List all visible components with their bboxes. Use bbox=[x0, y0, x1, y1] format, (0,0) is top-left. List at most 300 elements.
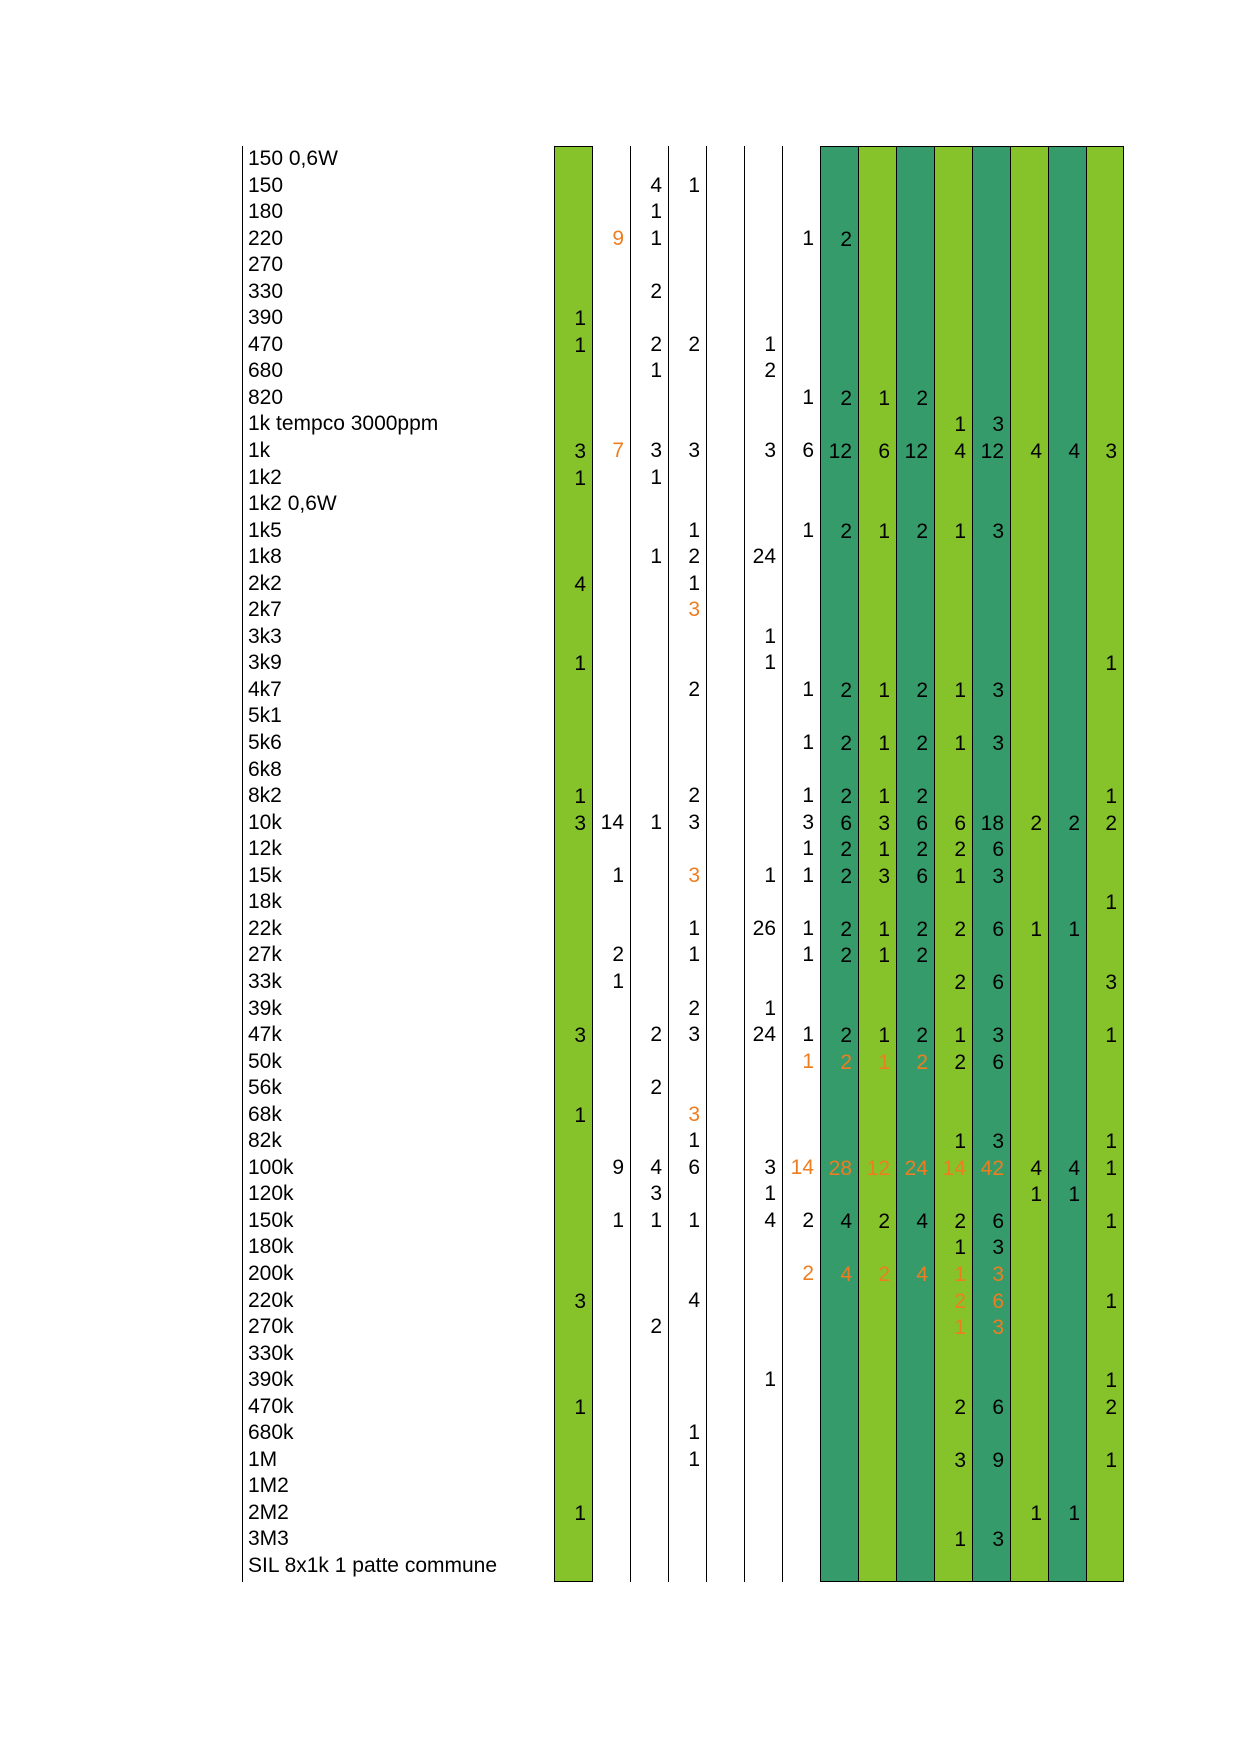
value-cell bbox=[1087, 1235, 1123, 1262]
value-cell bbox=[555, 704, 592, 731]
value-cell: 1 bbox=[954, 519, 966, 543]
value-cell bbox=[555, 227, 592, 254]
value-cell bbox=[745, 518, 782, 545]
value-cell bbox=[897, 1235, 934, 1262]
value-cell bbox=[935, 1076, 972, 1103]
value-cell bbox=[1087, 1474, 1123, 1501]
value-cell bbox=[593, 1500, 630, 1527]
value-cell bbox=[821, 1554, 858, 1581]
value-cell: 24 bbox=[752, 545, 776, 569]
value-cell: 1 bbox=[650, 810, 662, 834]
value-cell bbox=[1011, 1554, 1048, 1581]
value-cell bbox=[1049, 174, 1086, 201]
value-cell bbox=[707, 996, 744, 1023]
column-c1 bbox=[554, 146, 592, 1582]
value-cell: 1 bbox=[802, 1023, 814, 1047]
value-cell bbox=[593, 677, 630, 704]
value-cell bbox=[897, 1554, 934, 1581]
value-cell bbox=[935, 359, 972, 386]
value-cell bbox=[593, 916, 630, 943]
value-cell bbox=[745, 942, 782, 969]
value-cell bbox=[593, 1181, 630, 1208]
value-cell bbox=[1049, 545, 1086, 572]
value-cell bbox=[631, 757, 668, 784]
value-cell bbox=[1049, 1209, 1086, 1236]
value-cell: 1 bbox=[574, 307, 586, 331]
value-cell bbox=[859, 1395, 896, 1422]
value-cell bbox=[631, 1473, 668, 1500]
value-cell bbox=[593, 597, 630, 624]
value-cell bbox=[707, 863, 744, 890]
value-cell bbox=[1011, 147, 1048, 174]
value-cell bbox=[859, 359, 896, 386]
value-cell bbox=[555, 625, 592, 652]
value-cell bbox=[707, 624, 744, 651]
value-cell bbox=[593, 491, 630, 518]
value-cell bbox=[555, 1076, 592, 1103]
value-cell: 2 bbox=[840, 386, 852, 410]
value-cell bbox=[745, 199, 782, 226]
value-cell bbox=[631, 1128, 668, 1155]
value-cell bbox=[1011, 864, 1048, 891]
value-cell bbox=[707, 1128, 744, 1155]
row-label: 22k bbox=[248, 916, 282, 940]
value-cell: 1 bbox=[1068, 1183, 1080, 1207]
value-cell: 1 bbox=[878, 917, 890, 941]
row-label: 270k bbox=[248, 1315, 294, 1339]
value-cell bbox=[555, 1421, 592, 1448]
value-cell: 4 bbox=[916, 1209, 928, 1233]
value-cell bbox=[783, 597, 820, 624]
value-cell: 1 bbox=[688, 916, 700, 940]
value-cell bbox=[821, 1474, 858, 1501]
value-cell bbox=[1087, 625, 1123, 652]
value-cell bbox=[631, 571, 668, 598]
value-cell: 3 bbox=[992, 1316, 1004, 1340]
value-cell bbox=[897, 1501, 934, 1528]
value-cell: 12 bbox=[904, 440, 928, 464]
row-label: 39k bbox=[248, 996, 282, 1020]
value-cell bbox=[593, 1473, 630, 1500]
value-cell: 1 bbox=[764, 1368, 776, 1392]
value-cell bbox=[669, 1075, 706, 1102]
value-cell bbox=[745, 1526, 782, 1553]
column-c3 bbox=[630, 146, 668, 1582]
row-label: 470k bbox=[248, 1394, 294, 1418]
value-cell bbox=[973, 253, 1010, 280]
value-cell bbox=[783, 1500, 820, 1527]
value-cell bbox=[707, 252, 744, 279]
value-cell bbox=[1011, 253, 1048, 280]
column-c13 bbox=[1010, 146, 1048, 1582]
value-cell bbox=[707, 1526, 744, 1553]
row-label: 2k7 bbox=[248, 598, 282, 622]
value-cell bbox=[707, 942, 744, 969]
value-cell bbox=[745, 385, 782, 412]
value-cell bbox=[669, 465, 706, 492]
value-cell bbox=[783, 332, 820, 359]
value-cell: 1 bbox=[802, 226, 814, 250]
value-cell: 1 bbox=[878, 944, 890, 968]
value-cell bbox=[707, 1553, 744, 1580]
value-cell bbox=[631, 916, 668, 943]
value-cell bbox=[897, 1103, 934, 1130]
value-cell bbox=[631, 1420, 668, 1447]
row-label: 15k bbox=[248, 863, 282, 887]
value-cell bbox=[745, 783, 782, 810]
value-cell bbox=[1087, 704, 1123, 731]
value-cell bbox=[707, 1261, 744, 1288]
value-cell bbox=[669, 703, 706, 730]
value-cell bbox=[669, 1261, 706, 1288]
value-cell bbox=[707, 597, 744, 624]
value-cell bbox=[555, 837, 592, 864]
column-c8 bbox=[820, 146, 858, 1582]
value-cell bbox=[973, 758, 1010, 785]
value-cell bbox=[897, 1076, 934, 1103]
value-cell bbox=[859, 1182, 896, 1209]
value-cell bbox=[1011, 1421, 1048, 1448]
value-cell: 1 bbox=[764, 1182, 776, 1206]
value-cell bbox=[745, 1473, 782, 1500]
value-cell: 1 bbox=[764, 624, 776, 648]
value-cell bbox=[669, 969, 706, 996]
value-cell: 14 bbox=[942, 1156, 966, 1180]
value-cell bbox=[745, 465, 782, 492]
value-cell bbox=[1087, 837, 1123, 864]
value-cell bbox=[707, 810, 744, 837]
value-cell bbox=[745, 252, 782, 279]
value-cell bbox=[1049, 412, 1086, 439]
value-cell: 6 bbox=[688, 1155, 700, 1179]
value-cell bbox=[707, 1181, 744, 1208]
value-cell bbox=[1049, 1474, 1086, 1501]
value-cell bbox=[707, 1234, 744, 1261]
value-cell bbox=[745, 1288, 782, 1315]
value-cell bbox=[1087, 227, 1123, 254]
value-cell bbox=[935, 598, 972, 625]
value-cell bbox=[1087, 492, 1123, 519]
value-cell bbox=[783, 279, 820, 306]
value-cell bbox=[821, 1315, 858, 1342]
value-cell bbox=[1049, 864, 1086, 891]
resistor-inventory-table bbox=[242, 146, 1124, 1582]
row-label: 82k bbox=[248, 1129, 282, 1153]
value-cell: 2 bbox=[650, 279, 662, 303]
value-cell bbox=[1011, 1023, 1048, 1050]
value-cell bbox=[555, 545, 592, 572]
value-cell bbox=[1011, 731, 1048, 758]
value-cell bbox=[821, 1103, 858, 1130]
value-cell bbox=[897, 890, 934, 917]
value-cell bbox=[707, 332, 744, 359]
value-cell bbox=[1049, 333, 1086, 360]
value-cell bbox=[631, 1367, 668, 1394]
value-cell bbox=[935, 1342, 972, 1369]
value-cell bbox=[555, 147, 592, 174]
value-cell: 6 bbox=[992, 1395, 1004, 1419]
value-cell bbox=[783, 1102, 820, 1129]
value-cell bbox=[593, 783, 630, 810]
value-cell bbox=[973, 466, 1010, 493]
value-cell bbox=[593, 571, 630, 598]
value-cell bbox=[935, 147, 972, 174]
value-cell: 6 bbox=[802, 439, 814, 463]
value-cell bbox=[593, 1288, 630, 1315]
value-cell bbox=[1049, 306, 1086, 333]
value-cell: 12 bbox=[980, 440, 1004, 464]
value-cell bbox=[1011, 1050, 1048, 1077]
value-cell bbox=[707, 279, 744, 306]
value-cell bbox=[631, 491, 668, 518]
value-cell bbox=[1087, 147, 1123, 174]
row-label: 2k2 bbox=[248, 571, 282, 595]
value-cell: 1 bbox=[650, 1208, 662, 1232]
value-cell bbox=[745, 173, 782, 200]
value-cell bbox=[707, 677, 744, 704]
value-cell bbox=[1049, 651, 1086, 678]
value-cell: 1 bbox=[1105, 652, 1117, 676]
value-cell: 3 bbox=[992, 1024, 1004, 1048]
value-cell bbox=[859, 1368, 896, 1395]
value-cell: 1 bbox=[1068, 917, 1080, 941]
value-cell bbox=[1049, 280, 1086, 307]
value-cell bbox=[555, 890, 592, 917]
value-cell bbox=[1011, 943, 1048, 970]
value-cell bbox=[593, 836, 630, 863]
value-cell bbox=[783, 146, 820, 173]
value-cell bbox=[669, 1526, 706, 1553]
value-cell bbox=[1049, 1076, 1086, 1103]
value-cell bbox=[783, 1526, 820, 1553]
value-cell bbox=[973, 1501, 1010, 1528]
value-cell: 3 bbox=[574, 1024, 586, 1048]
value-cell bbox=[707, 438, 744, 465]
value-cell bbox=[821, 359, 858, 386]
value-cell: 7 bbox=[612, 439, 624, 463]
value-cell: 2 bbox=[650, 332, 662, 356]
value-cell bbox=[669, 650, 706, 677]
value-cell bbox=[897, 306, 934, 333]
value-cell bbox=[1011, 1129, 1048, 1156]
value-cell bbox=[821, 333, 858, 360]
value-cell bbox=[935, 492, 972, 519]
value-cell: 2 bbox=[688, 677, 700, 701]
value-cell bbox=[859, 1076, 896, 1103]
value-cell bbox=[1011, 784, 1048, 811]
value-cell: 3 bbox=[878, 864, 890, 888]
value-cell: 1 bbox=[650, 226, 662, 250]
value-cell: 1 bbox=[650, 545, 662, 569]
value-cell: 3 bbox=[992, 413, 1004, 437]
value-cell bbox=[707, 571, 744, 598]
value-cell bbox=[707, 703, 744, 730]
value-cell bbox=[707, 1394, 744, 1421]
value-cell bbox=[821, 1076, 858, 1103]
value-cell bbox=[631, 1261, 668, 1288]
value-cell: 2 bbox=[916, 944, 928, 968]
value-cell bbox=[821, 890, 858, 917]
value-cell: 2 bbox=[1030, 811, 1042, 835]
value-cell: 4 bbox=[650, 1155, 662, 1179]
value-cell: 1 bbox=[764, 863, 776, 887]
value-cell: 2 bbox=[954, 838, 966, 862]
value-cell bbox=[1049, 1421, 1086, 1448]
value-cell: 1 bbox=[688, 1208, 700, 1232]
value-cell: 2 bbox=[916, 1050, 928, 1074]
value-cell bbox=[1049, 519, 1086, 546]
value-cell: 1 bbox=[802, 677, 814, 701]
value-cell: 6 bbox=[992, 1050, 1004, 1074]
value-cell: 26 bbox=[752, 916, 776, 940]
value-cell: 2 bbox=[916, 785, 928, 809]
row-label: 220k bbox=[248, 1288, 294, 1312]
value-cell bbox=[1011, 359, 1048, 386]
row-label: 50k bbox=[248, 1049, 282, 1073]
value-cell bbox=[1011, 545, 1048, 572]
value-cell bbox=[555, 174, 592, 201]
value-cell bbox=[821, 280, 858, 307]
value-cell: 2 bbox=[840, 1024, 852, 1048]
column-c12 bbox=[972, 146, 1010, 1582]
value-cell bbox=[935, 333, 972, 360]
value-cell bbox=[745, 1075, 782, 1102]
row-label: 68k bbox=[248, 1102, 282, 1126]
value-cell bbox=[973, 306, 1010, 333]
value-cell bbox=[593, 279, 630, 306]
value-cell bbox=[631, 385, 668, 412]
value-cell bbox=[707, 783, 744, 810]
column-c15 bbox=[1086, 146, 1124, 1582]
value-cell: 1 bbox=[802, 518, 814, 542]
value-cell bbox=[1011, 1368, 1048, 1395]
value-cell: 1 bbox=[878, 1050, 890, 1074]
value-cell: 1 bbox=[878, 732, 890, 756]
value-cell bbox=[783, 491, 820, 518]
value-cell bbox=[631, 146, 668, 173]
value-cell bbox=[1087, 280, 1123, 307]
value-cell bbox=[631, 969, 668, 996]
value-cell bbox=[897, 1527, 934, 1554]
value-cell bbox=[897, 545, 934, 572]
value-cell bbox=[973, 890, 1010, 917]
value-cell: 2 bbox=[802, 1261, 814, 1285]
value-cell bbox=[935, 572, 972, 599]
value-cell bbox=[707, 385, 744, 412]
value-cell bbox=[669, 1473, 706, 1500]
value-cell bbox=[707, 650, 744, 677]
value-cell bbox=[935, 651, 972, 678]
value-cell bbox=[1087, 174, 1123, 201]
row-label: 18k bbox=[248, 890, 282, 914]
value-cell bbox=[707, 358, 744, 385]
value-cell bbox=[821, 412, 858, 439]
value-cell bbox=[1049, 386, 1086, 413]
value-cell bbox=[1011, 227, 1048, 254]
row-label: 1k2 bbox=[248, 465, 282, 489]
value-cell bbox=[631, 1049, 668, 1076]
value-cell bbox=[859, 1501, 896, 1528]
value-cell: 2 bbox=[840, 838, 852, 862]
value-cell: 2 bbox=[916, 732, 928, 756]
value-cell bbox=[821, 651, 858, 678]
value-cell bbox=[935, 1103, 972, 1130]
value-cell bbox=[555, 943, 592, 970]
value-cell bbox=[859, 1421, 896, 1448]
value-cell bbox=[935, 200, 972, 227]
value-cell: 6 bbox=[992, 970, 1004, 994]
row-label: 2M2 bbox=[248, 1500, 289, 1524]
value-cell bbox=[783, 996, 820, 1023]
value-cell bbox=[669, 1341, 706, 1368]
row-label: 1M2 bbox=[248, 1474, 289, 1498]
value-cell bbox=[593, 1553, 630, 1580]
value-cell: 42 bbox=[980, 1156, 1004, 1180]
value-cell: 1 bbox=[954, 864, 966, 888]
value-cell: 6 bbox=[916, 864, 928, 888]
value-cell bbox=[859, 492, 896, 519]
value-cell bbox=[821, 997, 858, 1024]
value-cell bbox=[935, 1554, 972, 1581]
value-cell bbox=[1049, 598, 1086, 625]
value-cell: 2 bbox=[954, 1289, 966, 1313]
value-cell bbox=[897, 598, 934, 625]
row-label: 27k bbox=[248, 943, 282, 967]
value-cell bbox=[631, 252, 668, 279]
value-cell bbox=[935, 466, 972, 493]
value-cell bbox=[669, 146, 706, 173]
value-cell bbox=[1011, 1289, 1048, 1316]
value-cell bbox=[631, 996, 668, 1023]
value-cell bbox=[1087, 1050, 1123, 1077]
row-label: 3k3 bbox=[248, 624, 282, 648]
value-cell bbox=[821, 1368, 858, 1395]
value-cell: 1 bbox=[574, 652, 586, 676]
value-cell: 2 bbox=[916, 838, 928, 862]
row-label: 1k8 bbox=[248, 545, 282, 569]
value-cell bbox=[669, 889, 706, 916]
value-cell bbox=[1011, 1315, 1048, 1342]
value-cell bbox=[935, 174, 972, 201]
value-cell: 1 bbox=[954, 413, 966, 437]
value-cell bbox=[1011, 280, 1048, 307]
value-cell bbox=[859, 1448, 896, 1475]
value-cell bbox=[707, 757, 744, 784]
value-cell: 6 bbox=[840, 811, 852, 835]
value-cell: 1 bbox=[1105, 1448, 1117, 1472]
value-cell: 4 bbox=[1030, 1156, 1042, 1180]
value-cell bbox=[707, 305, 744, 332]
value-cell bbox=[1011, 306, 1048, 333]
value-cell bbox=[745, 1553, 782, 1580]
value-cell: 1 bbox=[878, 1024, 890, 1048]
value-cell bbox=[859, 253, 896, 280]
value-cell: 2 bbox=[916, 917, 928, 941]
value-cell: 1 bbox=[1105, 785, 1117, 809]
column-c6 bbox=[744, 146, 782, 1582]
value-cell bbox=[631, 411, 668, 438]
value-cell bbox=[783, 1314, 820, 1341]
value-cell bbox=[1087, 864, 1123, 891]
value-cell: 4 bbox=[1068, 440, 1080, 464]
value-cell bbox=[973, 359, 1010, 386]
row-label: 220 bbox=[248, 226, 284, 250]
value-cell: 1 bbox=[612, 969, 624, 993]
value-cell bbox=[1011, 1474, 1048, 1501]
value-cell bbox=[973, 598, 1010, 625]
value-cell bbox=[707, 544, 744, 571]
value-cell bbox=[783, 889, 820, 916]
